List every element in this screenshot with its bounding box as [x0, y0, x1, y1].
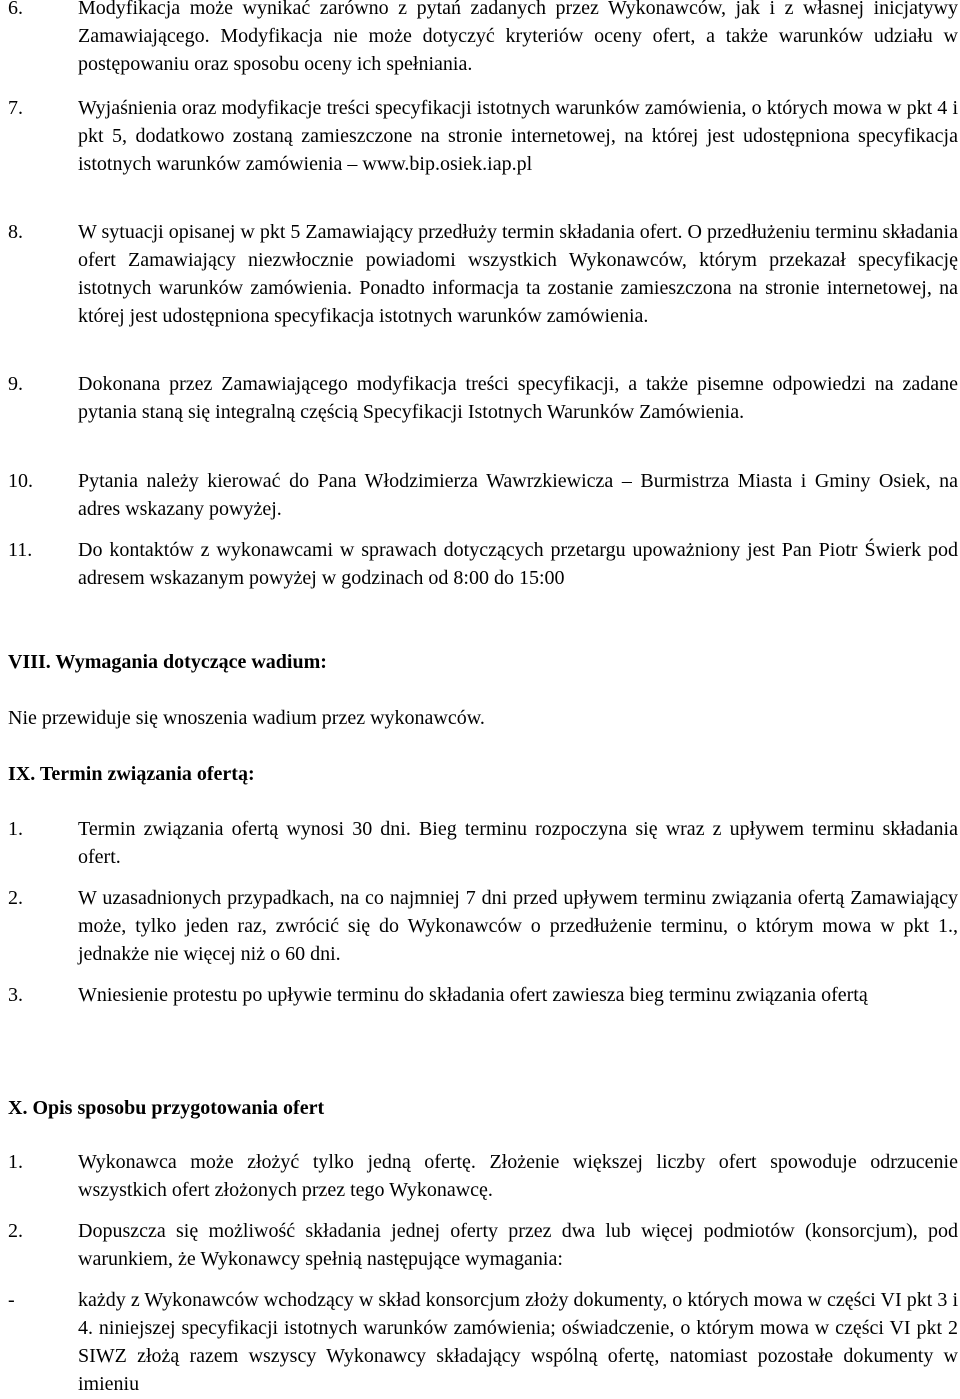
- list-item-7: [0, 94, 958, 178]
- item-dash: -: [8, 1289, 15, 1311]
- item-text: Do kontaktów z wykonawcami w sprawach dotyczących przetargu upoważniony jest Pan Piotr Świerk pod adresem wskazanym powyżej w godzinach od 8:00 do 15:00: [78, 539, 958, 589]
- item-text: Pytania należy kierować do Pana Włodzimierza Wawrzkiewicza – Burmistrza Miasta i Gminy Osiek, na adres wskazany powyżej.: [78, 470, 958, 520]
- item-text: Wniesienie protestu po upływie terminu do składania ofert zawiesza bieg terminu związania ofertą: [78, 984, 868, 1006]
- section-viii-heading: VIII. Wymagania dotyczące wadium:: [8, 651, 327, 673]
- item-number: 9.: [8, 373, 23, 395]
- item-text: Dopuszcza się możliwość składania jednej oferty przez dwa lub więcej podmiotów (konsorcjum), pod warunkiem, że Wykonawcy spełnią następujące wymagania:: [78, 1220, 958, 1270]
- item-text: Modyfikacja może wynikać zarówno z pytań zadanych przez Wykonawców, jak i z własnej inicjatywy Zamawiającego. Modyfikacja nie może dotyczyć kryteriów oceny ofert, a także warunków udziału w postępowaniu oraz sposobu oceny ich spełniania.: [78, 0, 958, 75]
- section-x-item-1: [0, 1148, 958, 1204]
- item-text: Wykonawca może złożyć tylko jedną ofertę. Złożenie większej liczby ofert spowoduje odrzucenie wszystkich ofert złożonych przez tego Wykonawcę.: [78, 1151, 958, 1201]
- list-item-10: [0, 467, 958, 523]
- item-number: 10.: [8, 470, 33, 492]
- section-x-dash-item: [0, 1286, 958, 1398]
- list-item-11: [0, 536, 958, 592]
- list-item-9: [0, 370, 958, 426]
- item-text: W sytuacji opisanej w pkt 5 Zamawiający przedłuży termin składania ofert. O przedłużeniu terminu składania ofert Zamawiający niezwłocznie powiadomi wszystkich Wykonawców, którym przekazał specyfikację istotnych warunków zamówienia. Ponadto informacja ta zostanie zamieszczona na stronie internetowej, na której jest udostępniona specyfikacja istotnych warunków zamówienia.: [78, 221, 958, 327]
- item-text: Dokonana przez Zamawiającego modyfikacja treści specyfikacji, a także pisemne odpowiedzi na zadane pytania staną się integralną częścią Specyfikacji Istotnych Warunków Zamówienia.: [78, 373, 958, 423]
- item-number: 7.: [8, 97, 23, 119]
- item-number: 11.: [8, 539, 33, 561]
- section-viii-text: Nie przewiduje się wnoszenia wadium przez wykonawców.: [8, 707, 485, 729]
- section-ix-item-3: [0, 981, 958, 1009]
- item-number: 8.: [8, 221, 23, 243]
- item-number: 1.: [8, 818, 23, 840]
- section-ix-item-1: [0, 815, 958, 871]
- item-number: 2.: [8, 887, 23, 909]
- section-ix-heading: IX. Termin związania ofertą:: [8, 763, 255, 785]
- item-number: 2.: [8, 1220, 23, 1242]
- item-number: 1.: [8, 1151, 23, 1173]
- item-text: Wyjaśnienia oraz modyfikacje treści specyfikacji istotnych warunków zamówienia, o których mowa w pkt 4 i pkt 5, dodatkowo zostaną zamieszczone na stronie internetowej, na której jest udostępniona specyfikacja istotnych warunków zamówienia – www.bip.osiek.iap.pl: [78, 97, 958, 175]
- item-number: 3.: [8, 984, 23, 1006]
- list-item-8: [0, 218, 958, 330]
- item-number: 6.: [8, 0, 23, 19]
- item-text: W uzasadnionych przypadkach, na co najmniej 7 dni przed upływem terminu związania ofertą Zamawiający może, tylko jeden raz, zwrócić się do Wykonawców o przedłużenie terminu, o którym mowa w pkt 1., jednakże nie więcej niż o 60 dni.: [78, 887, 958, 965]
- list-item-6: [0, 0, 958, 78]
- section-ix-item-2: [0, 884, 958, 968]
- item-text: Termin związania ofertą wynosi 30 dni. Bieg terminu rozpoczyna się wraz z upływem terminu składania ofert.: [78, 818, 958, 868]
- section-x-item-2: [0, 1217, 958, 1273]
- section-x-heading: X. Opis sposobu przygotowania ofert: [8, 1097, 325, 1119]
- item-text: każdy z Wykonawców wchodzący w skład konsorcjum złoży dokumenty, o których mowa w części VI pkt 3 i 4. niniejszej specyfikacji istotnych warunków zamówienia; oświadczenie, o którym mowa w części VI pkt 2 SIWZ złożą razem wszyscy Wykonawcy składający wspólną ofertę, natomiast pozostałe dokumenty w imieniu: [78, 1289, 958, 1395]
